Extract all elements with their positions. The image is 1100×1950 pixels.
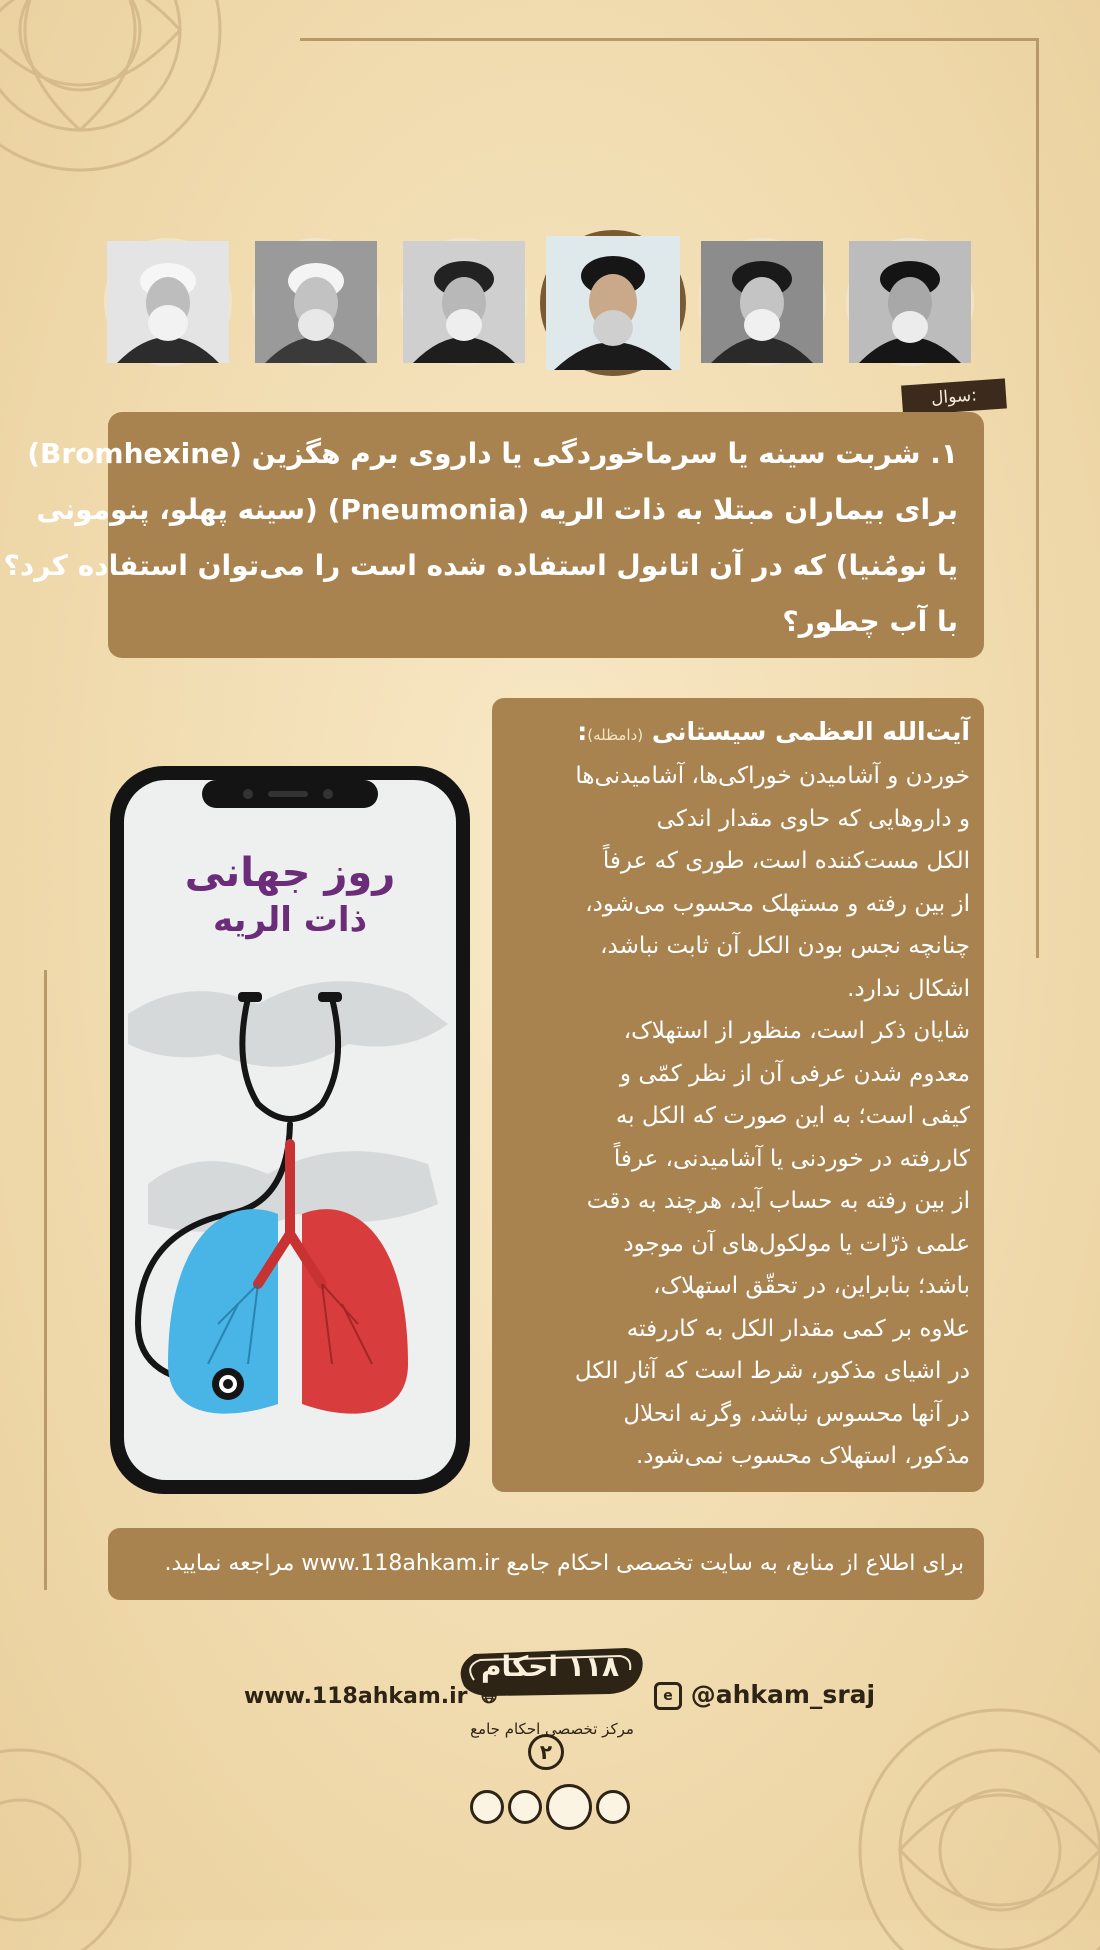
scholar-portraits xyxy=(0,230,1080,370)
portrait-2 xyxy=(252,238,380,366)
corner-ornament-bottom-left xyxy=(0,1640,220,1940)
answer-line-8: معدوم شدن عرفی آن از نظر کمّی و xyxy=(619,1060,970,1087)
answer-line-17: مذکور، استهلاک محسوب نمی‌شود. xyxy=(636,1443,970,1469)
portrait-1 xyxy=(104,238,232,366)
page-dot-3-active[interactable] xyxy=(546,1784,592,1830)
portrait-5 xyxy=(698,238,826,366)
answer-title-name: آیت‌الله العظمی سیستانی xyxy=(651,717,970,746)
answer-line-2: و داروهایی که حاوی مقدار اندکی xyxy=(656,805,970,832)
question-line-2: برای بیماران مبتلا به ذات الریه (Pneumonia) (سینه پهلو، پنومونی xyxy=(36,493,958,526)
portrait-sistani xyxy=(540,230,686,376)
answer-line-6: اشکال ندارد. xyxy=(847,975,970,1002)
website-text: www.118ahkam.ir xyxy=(244,1684,468,1709)
answer-title-tag: (دامظله) xyxy=(587,726,644,744)
question-line-1: ۱. شربت سینه یا سرماخوردگی یا داروی برم هگزین (Bromhexine) xyxy=(27,437,958,470)
answer-line-9: کیفی است؛ به این صورت که الکل به xyxy=(615,1103,970,1129)
question-tag: سوال: xyxy=(901,378,1007,415)
logo-subtitle: مرکز تخصصی احکام جامع xyxy=(470,1720,634,1738)
answer-line-12: علمی ذرّات یا مولکول‌های آن موجود xyxy=(623,1230,970,1257)
page-dot-2[interactable] xyxy=(508,1790,542,1824)
answer-title-colon: : xyxy=(577,717,588,746)
answer-line-15: در اشیای مذکور، شرط است که آثار الکل xyxy=(574,1358,970,1384)
phone-title-line-2: ذات الریه xyxy=(212,900,368,940)
answer-line-7: شایان ذکر است، منظور از استهلاک، xyxy=(623,1018,970,1044)
social-handle[interactable] xyxy=(654,1680,875,1710)
globe-icon: 🌐︎ xyxy=(481,1684,498,1708)
frame-line-left xyxy=(44,970,47,1590)
corner-ornament-top-left xyxy=(0,0,360,240)
frame-line-top xyxy=(300,38,1038,41)
answer-line-13: باشد؛ بنابراین، در تحقّق استهلاک، xyxy=(653,1273,970,1299)
answer-line-14: علاوه بر کمی مقدار الکل به کاررفته xyxy=(626,1315,970,1342)
source-note: برای اطلاع از منابع، به سایت تخصصی احکام جامع www.118ahkam.ir مراجعه نمایید. xyxy=(108,1528,984,1600)
pagination-dots xyxy=(470,1784,640,1834)
question-box xyxy=(3,412,984,658)
phone-title-line-1: روز جهانی xyxy=(184,850,396,896)
answer-line-4: از بین رفته و مستهلک محسوب می‌شود، xyxy=(585,890,970,917)
phone-illustration xyxy=(108,764,472,1496)
frame-line-right xyxy=(1036,38,1039,958)
portrait-6 xyxy=(846,238,974,366)
answer-line-11: از بین رفته به حساب آید، هرچند به دقت xyxy=(586,1188,970,1214)
page-dot-1[interactable] xyxy=(470,1790,504,1824)
logo-text: ۱۱۸ احکام xyxy=(480,1650,620,1683)
answer-line-10: کاررفته در خوردنی یا آشامیدنی، عرفاً xyxy=(613,1145,970,1172)
answer-line-16: در آنها محسوس نباشد، وگرنه انحلال xyxy=(623,1400,970,1427)
answer-line-5: چنانچه نجس بودن الکل آن ثابت نباشد، xyxy=(600,933,970,959)
answer-line-1: خوردن و آشامیدن خوراکی‌ها، آشامیدنی‌ها xyxy=(575,763,970,789)
question-line-4: با آب چطور؟ xyxy=(782,605,958,638)
page-number: ۲ xyxy=(528,1734,564,1770)
social-handle-text: @ahkam_sraj xyxy=(690,1680,876,1709)
website[interactable] xyxy=(244,1684,497,1709)
social-icon: e xyxy=(654,1682,682,1710)
page-dot-4[interactable] xyxy=(596,1790,630,1824)
answer-box xyxy=(492,698,984,1492)
portrait-3 xyxy=(400,238,528,366)
answer-line-3: الکل مست‌کننده است، طوری که عرفاً xyxy=(602,848,970,874)
answer-title xyxy=(506,712,970,755)
question-line-3: یا نومُنیا) که در آن اتانول استفاده شده است را می‌توان استفاده کرد؟ xyxy=(3,549,958,582)
